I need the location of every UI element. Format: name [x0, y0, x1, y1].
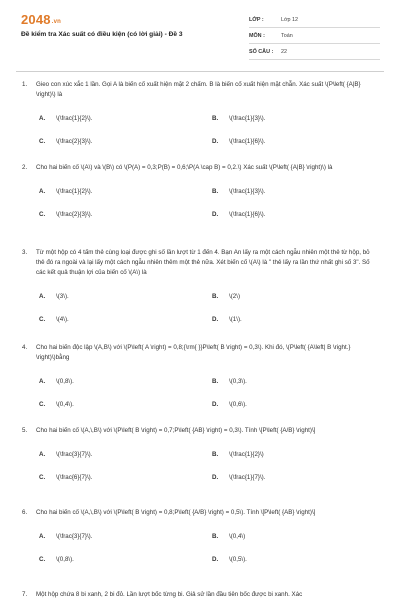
page-header [0, 0, 400, 64]
option-d[interactable]: D. \(1\). [212, 316, 242, 323]
option-grid [22, 436, 378, 480]
site-logo[interactable] [21, 12, 61, 27]
option-b[interactable]: B. \(\frac{1}{2}\) [212, 451, 264, 458]
meta-row-class [249, 12, 380, 28]
option-b[interactable]: B. \(\frac{1}{3}\). [212, 188, 266, 195]
meta-key: SỐ CÂU : [249, 48, 274, 55]
meta-key: MÔN : [249, 32, 265, 39]
option-d[interactable]: D. \(0,6\). [212, 401, 247, 408]
option-a[interactable]: A. \(\frac{1}{2}\). [39, 188, 93, 195]
question-number: 2. [22, 164, 28, 171]
header-divider [16, 71, 384, 72]
option-c[interactable]: C. \(0,8\). [39, 556, 74, 563]
option-b[interactable]: B. \(\frac{1}{3}\). [212, 115, 266, 122]
question-2 [22, 163, 378, 217]
option-c[interactable]: C. \(0,4\). [39, 401, 74, 408]
question-number: 3. [22, 249, 28, 256]
option-a[interactable]: A. \(\frac{3}{7}\). [39, 451, 93, 458]
option-a[interactable]: A. \(3\). [39, 293, 69, 300]
meta-value: 22 [281, 48, 287, 55]
meta-value: Toán [281, 32, 293, 39]
meta-row-count [249, 44, 380, 60]
question-text: Một hộp chứa 8 bi xanh, 2 bi đỏ. Lần lượt bốc từng bi. Giả sử lần đầu tiên bốc được bi xanh. Xác [36, 591, 303, 598]
question-5 [22, 426, 378, 480]
option-d[interactable]: D. \(\frac{1}{6}\). [212, 138, 266, 145]
option-grid [22, 363, 378, 407]
logo-sub: .vn [51, 19, 62, 25]
question-text: Cho hai biến cố \(A,\,B\) với \(P\left( B \right) = 0,7;P\left( {AB} \right) = 0,3\). Tính \[P\left( {A/B} \right)\] [36, 427, 316, 434]
question-text: Từ một hộp có 4 tấm thẻ cùng loại được ghi số lần lượt từ 1 đến 4. Bạn An lấy ra một cách ngẫu nhiên một thẻ từ hộp, bỏ thẻ đó ra ngoài và lại lấy một cách ngẫu nhiên thêm một thẻ nữa. Xét biến cố \(A\) là " thẻ lấy ra lần thứ nhất ghi số 3". Số các kết quả thuận lợi của biến cố \(A\) là [36, 249, 370, 276]
option-d[interactable]: D. \(\frac{1}{6}\). [212, 211, 266, 218]
question-number: 7. [22, 591, 28, 598]
option-grid [22, 278, 378, 322]
question-4 [22, 343, 378, 407]
option-grid [22, 173, 378, 217]
question-text: Cho hai biến cố \(A\) và \(B\) có \(P(A) = 0,3;P(B) = 0,6;\P(A \cap B) = 0,2.\) Xác suất \(P\left( {A|B} \right)\) là [36, 164, 333, 171]
question-number: 1. [22, 81, 28, 88]
option-d[interactable]: D. \(0,5\). [212, 556, 247, 563]
logo-main: 2048 [21, 12, 51, 27]
meta-row-subject [249, 28, 380, 44]
option-a[interactable]: A. \(\frac{1}{2}\). [39, 115, 93, 122]
question-text: Gieo con xúc xắc 1 lần. Gọi A là biến cố xuất hiện mặt 2 chấm. B là biến cố xuất hiện mặt chẵn. Xác suất \(P\left( {A|B} \right)\) là [36, 81, 361, 98]
option-a[interactable]: A. \(\frac{3}{7}\). [39, 533, 93, 540]
option-c[interactable]: C. \(\frac{2}{3}\). [39, 211, 93, 218]
option-c[interactable]: C. \(4\). [39, 316, 69, 323]
option-grid [22, 518, 378, 562]
question-6 [22, 508, 378, 562]
question-number: 4. [22, 344, 28, 351]
question-text: Cho hai biến cố \(A,\,B\) với \(P\left( B \right) = 0,8;P\left( {A/B} \right) = 0,5\). Tính \[P\left( {AB} \right)\] [36, 509, 316, 516]
meta-key: LỚP : [249, 16, 264, 23]
option-b[interactable]: B. \(0,3\). [212, 378, 247, 385]
question-text: Cho hai biến độc lập \(A,B\) với \(P\left( A \right) = 0,8;{\rm{ }}P\left( B \right) = 0,3\). Khi đó, \(P\left( {A\left| B \right.} \right)\)bằng [36, 344, 351, 361]
option-a[interactable]: A. \(0,8\). [39, 378, 74, 385]
option-grid [22, 100, 378, 144]
question-7 [22, 590, 378, 600]
option-d[interactable]: D. \(\frac{1}{7}\). [212, 474, 266, 481]
question-3 [22, 248, 378, 322]
meta-value: Lớp 12 [281, 16, 299, 23]
option-c[interactable]: C. \(\frac{6}{7}\). [39, 474, 93, 481]
option-b[interactable]: B. \(2\) [212, 293, 241, 300]
option-b[interactable]: B. \(0,4\) [212, 533, 246, 540]
question-number: 5. [22, 427, 28, 434]
option-c[interactable]: C. \(\frac{2}{3}\). [39, 138, 93, 145]
question-number: 6. [22, 509, 28, 516]
question-1 [22, 80, 378, 144]
document-title: Đề kiểm tra Xác suất có điều kiện (có lời giải) - Đề 3 [21, 31, 183, 38]
meta-table [249, 12, 380, 60]
